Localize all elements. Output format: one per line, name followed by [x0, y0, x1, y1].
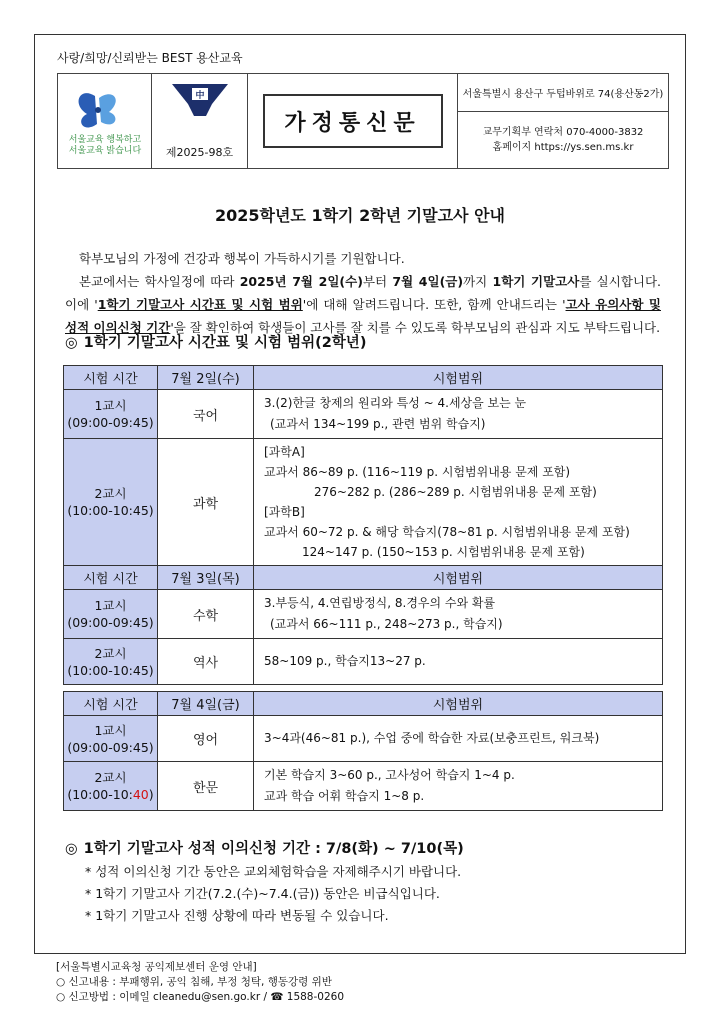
- note-item: * 1학기 기말고사 진행 상황에 따라 변동될 수 있습니다.: [85, 908, 389, 923]
- footer-title: [서울특별시교육청 공익제보센터 운영 안내]: [56, 961, 257, 973]
- exam-subject: 역사: [158, 639, 254, 685]
- exam-date: 7월 4일(금): [158, 692, 254, 716]
- exam-subject: 수학: [158, 590, 254, 639]
- school-emblem-icon: [168, 80, 232, 120]
- exam-subject: 영어: [158, 716, 254, 762]
- school-emblem-cell: [152, 74, 248, 168]
- document-title: 2025학년도 1학기 2학년 기말고사 안내: [214, 206, 505, 225]
- svg-text:서울교육 밝습니다: 서울교육 밝습니다: [68, 146, 141, 156]
- intro-paragraph-2: 본교에서는 학사일정에 따라 2025년 7월 2일(수)부터 7월 4일(금)까지 1학기 기말고사를 실시합니다. 이에 '1학기 기말고사 시간표 및 시험 범위'에 대해 알려드립니다. 또한, 함께 안내드리는 '고사 유의사항 및 성적 이의신청 기간'을 잘 확인하여 학생들이 고사를 잘 치를 수 있도록 학부모님의 관심과 지도 부탁드립니다.: [65, 274, 662, 335]
- contact-cell: [458, 74, 668, 168]
- exam-period: 2교시 (10:00-10:45): [64, 639, 158, 685]
- newsletter-title: 가정통신문: [263, 94, 443, 148]
- exam-range: 3~4과(46~81 p.), 수업 중에 학습한 자료(보충프린트, 워크북): [254, 716, 663, 762]
- exam-period: 2교시 (10:00-10:40): [64, 762, 158, 811]
- exam-date: 7월 2일(수): [158, 366, 254, 390]
- exam-subject: 국어: [158, 390, 254, 439]
- intro-text: [65, 247, 661, 339]
- col-range-header: 시험범위: [254, 692, 663, 716]
- notes-list: [85, 861, 461, 927]
- section-schedule-heading: ◎ 1학기 기말고사 시간표 및 시험 범위(2학년): [65, 335, 367, 351]
- col-time-header: 시험 시간: [64, 692, 158, 716]
- exam-period: 1교시 (09:00-09:45): [64, 390, 158, 439]
- butterfly-logo-icon: [65, 86, 145, 156]
- exam-date: 7월 3일(목): [158, 566, 254, 590]
- exam-range: 58~109 p., 학습지13~27 p.: [254, 639, 663, 685]
- school-address: 서울특별시 용산구 두텁바위로 74(용산동2가): [458, 74, 668, 112]
- header-table: [57, 73, 669, 169]
- contact-info: [458, 112, 668, 168]
- exam-subject: 한문: [158, 762, 254, 811]
- exam-subject: 과학: [158, 439, 254, 566]
- title-cell: [248, 74, 458, 168]
- newsletter-page: [34, 34, 686, 954]
- svg-text:中: 中: [194, 91, 205, 101]
- document-number: 제2025-98호: [165, 146, 234, 159]
- col-range-header: 시험범위: [254, 566, 663, 590]
- seoul-education-logo: [58, 74, 152, 168]
- note-item: * 성적 이의신청 기간 동안은 교외체험학습을 자제해주시기 바랍니다.: [85, 864, 462, 879]
- section-appeal-heading: ◎ 1학기 기말고사 성적 이의신청 기간 : 7/8(화) ~ 7/10(목): [65, 841, 464, 857]
- svg-text:서울교육 행복하고: 서울교육 행복하고: [68, 135, 141, 145]
- exam-table-day2: [63, 565, 663, 685]
- exam-range: [과학A] 교과서 86~89 p. (116~119 p. 시험범위내용 문제 포함) 276~282 p. (286~289 p. 시험범위내용 문제 포함) [과학B] 교과서 60~72 p. & 해당 학습지(78~81 p. 시험범위내용 문제 포함) 124~147 p. (150~153 p. 시험범위내용 문제 포함): [254, 439, 663, 566]
- exam-range: 기본 학습지 3~60 p., 고사성어 학습지 1~4 p. 교과 학습 어휘 학습지 1~8 p.: [254, 762, 663, 811]
- col-time-header: 시험 시간: [64, 566, 158, 590]
- exam-period: 1교시 (09:00-09:45): [64, 716, 158, 762]
- col-range-header: 시험범위: [254, 366, 663, 390]
- col-time-header: 시험 시간: [64, 366, 158, 390]
- exam-period: 1교시 (09:00-09:45): [64, 590, 158, 639]
- exam-table-day1: [63, 365, 663, 566]
- intro-paragraph-1: 학부모님의 가정에 건강과 행복이 가득하시기를 기원합니다.: [79, 251, 405, 266]
- exam-range: 3.(2)한글 창제의 원리와 특성 ~ 4.세상을 보는 눈 (교과서 134~199 p., 관련 범위 학습지): [254, 390, 663, 439]
- footer-line-1: ○ 신고내용 : 부패행위, 공익 침해, 부정 청탁, 행동강령 위반: [56, 976, 332, 988]
- changed-end-time: 40: [132, 787, 149, 802]
- contact-phone: 교무기획부 연락처 070-4000-3832: [482, 127, 644, 138]
- note-item: * 1학기 기말고사 기간(7.2.(수)~7.4.(금)) 동안은 비급식입니다.: [85, 886, 440, 901]
- footer-report-info: [56, 960, 344, 1005]
- footer-line-2: ○ 신고방법 : 이메일 cleanedu@sen.go.kr / ☎ 1588-0260: [56, 991, 344, 1003]
- slogan: 사랑/희망/신뢰받는 BEST 용산교육: [57, 51, 243, 65]
- exam-range: 3.부등식, 4.연립방정식, 8.경우의 수와 확률 (교과서 66~111 p., 248~273 p., 학습지): [254, 590, 663, 639]
- homepage-url: 홈페이지 https://ys.sen.ms.kr: [492, 142, 634, 153]
- exam-period: 2교시 (10:00-10:45): [64, 439, 158, 566]
- exam-table-day3: [63, 691, 663, 811]
